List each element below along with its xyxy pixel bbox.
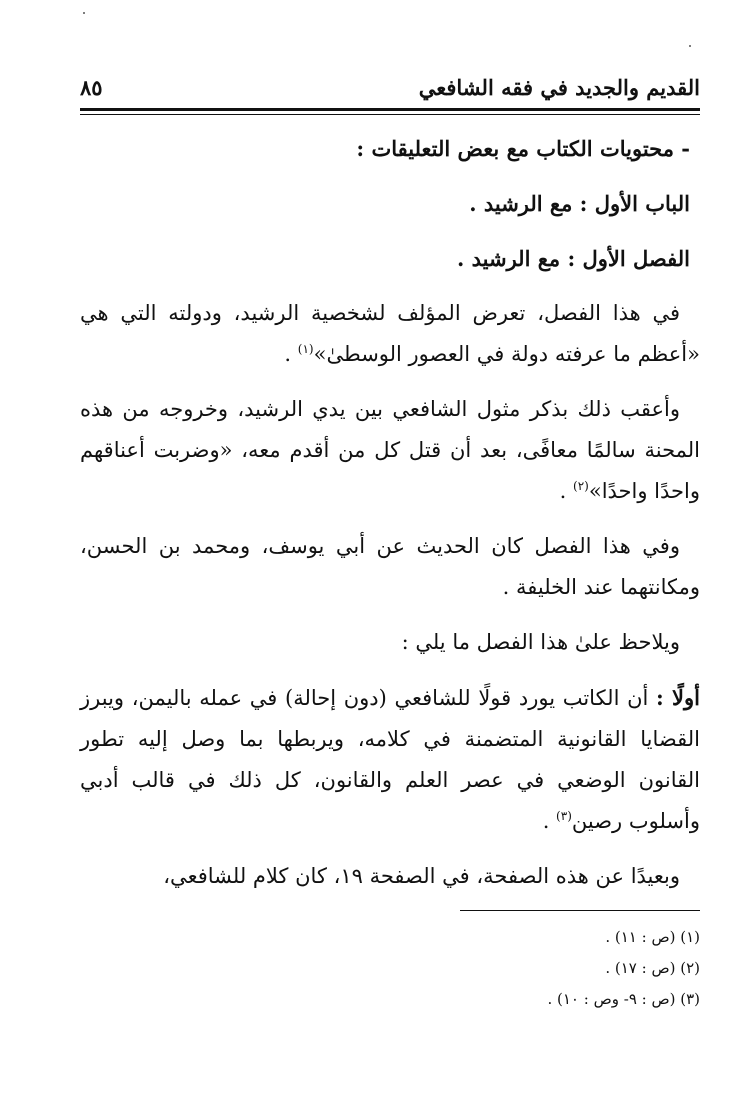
running-header-title: القديم والجديد في فقه الشافعي <box>418 74 700 100</box>
footnotes <box>80 922 700 1015</box>
paragraph-1 <box>80 293 700 375</box>
footnote-ref-3: (٣) <box>556 809 572 823</box>
header-rule-thin <box>80 114 700 115</box>
paragraph-2-end: . <box>559 479 574 503</box>
section-title: الفصل الأول : مع الرشيد . <box>457 246 690 271</box>
paragraph-5 <box>80 677 700 842</box>
paragraph-4: ويلاحظ علىٰ هذا الفصل ما يلي : <box>401 630 680 654</box>
page-number: ٨٥ <box>80 74 103 100</box>
paragraph-6: وبعيدًا عن هذه الصفحة، في الصفحة ١٩، كان كلام للشافعي، <box>163 864 680 888</box>
footnote-3: (٣) (ص : ٩- وص : ١٠) . <box>547 990 700 1008</box>
paragraph-1-end: . <box>284 342 298 366</box>
main-text <box>80 128 700 911</box>
footnote-ref-2: (٢) <box>573 479 589 493</box>
footnote-ref-1: (١) <box>297 342 314 356</box>
section-heading: - محتويات الكتاب مع بعض التعليقات : <box>356 136 690 161</box>
chapter-heading: الباب الأول : مع الرشيد . <box>469 191 690 216</box>
paragraph-3: وفي هذا الفصل كان الحديث عن أبي يوسف، ومحمد بن الحسن، ومكانتهما عند الخليفة . <box>80 534 700 599</box>
footnote-2: (٢) (ص : ١٧) . <box>605 959 700 977</box>
paragraph-5-end: . <box>542 809 557 833</box>
paragraph-1-text: في هذا الفصل، تعرض المؤلف لشخصية الرشيد، ودولته التي هي «أعظم ما عرفته دولة في العصور الوسطىٰ» <box>80 301 700 366</box>
running-header <box>80 66 700 108</box>
scan-speck <box>83 12 85 14</box>
paragraph-2-text: وأعقب ذلك بذكر مثول الشافعي بين يدي الرشيد، وخروجه من هذه المحنة سالمًا معافًى، بعد أن قتل كل من أقدم معه، «وضربت أعناقهم واحدًا واحدًا» <box>80 397 700 503</box>
paragraph-2 <box>80 389 700 512</box>
header-rule-thick <box>80 108 700 111</box>
paragraph-5-lead: أولًا : <box>655 685 700 710</box>
footnote-separator <box>460 910 700 911</box>
footnote-1: (١) (ص : ١١) . <box>605 928 700 946</box>
scan-speck <box>689 45 691 47</box>
paragraph-5-text: أن الكاتب يورد قولًا للشافعي (دون إحالة) في عمله باليمن، ويبرز القضايا القانونية المتضمنة في كلامه، ويربطها بما وصل إليه تطور القانون الوضعي في عصر العلم والقانون، كل ذلك في قالب أدبي وأسلوب رصين <box>80 686 700 833</box>
